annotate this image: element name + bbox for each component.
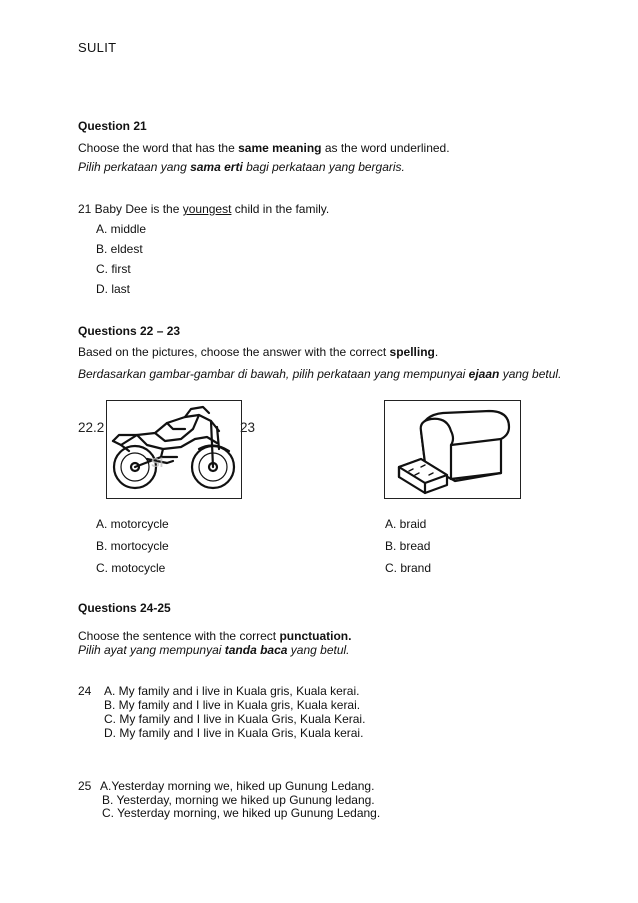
question-21-option-d[interactable]: D. last (96, 282, 131, 296)
question-25-option-a[interactable]: A.Yesterday morning we, hiked up Gunung Ledang. (100, 779, 375, 793)
motorcycle-picture (106, 400, 242, 499)
question-21-instruction-malay (78, 160, 405, 174)
questions-24-25-instruction (78, 629, 351, 643)
instruction-text: . (434, 345, 439, 359)
underlined-word: youngest (182, 202, 232, 216)
bread-icon (385, 401, 520, 498)
instruction-emphasis: tanda baca (224, 643, 288, 657)
question-24-option-a[interactable]: A. My family and i live in Kuala gris, Kuala kerai. (104, 684, 360, 698)
question-23-number: 23 (240, 420, 256, 435)
question-21-option-b[interactable]: B. eldest (96, 242, 143, 256)
instruction-text: as the word underlined. (321, 141, 450, 155)
instruction-text: Based on the pictures, choose the answer with the correct (78, 345, 390, 359)
stem-text: 21 Baby Dee is the (78, 202, 183, 216)
instruction-text: Pilih perkataan yang (78, 160, 191, 174)
motorcycle-icon (107, 401, 241, 498)
page-header: SULIT (78, 40, 117, 55)
instruction-text: Choose the word that has the (78, 141, 239, 155)
instruction-emphasis: sama erti (190, 160, 243, 174)
instruction-text: yang betul. (287, 643, 350, 657)
question-21-instruction (78, 141, 450, 155)
question-25-option-b[interactable]: B. Yesterday, morning we hiked up Gunung ledang. (102, 793, 375, 807)
question-23-option-b[interactable]: B. bread (385, 539, 431, 553)
question-22-option-b[interactable]: B. mortocycle (96, 539, 169, 553)
question-25-number: 25 (78, 779, 92, 793)
question-24-option-d[interactable]: D. My family and I live in Kuala Gris, Kuala kerai. (104, 726, 364, 740)
question-21-option-a[interactable]: A. middle (96, 222, 147, 236)
questions-22-23-title: Questions 22 – 23 (78, 324, 181, 338)
question-21-stem (78, 202, 329, 216)
instruction-text: Choose the sentence with the correct (78, 629, 280, 643)
question-23-option-a[interactable]: A. braid (385, 517, 427, 531)
instruction-emphasis: spelling (389, 345, 435, 359)
questions-22-23-instruction-malay (78, 367, 561, 381)
instruction-text: bagi perkataan yang bergaris. (242, 160, 405, 174)
questions-24-25-instruction-malay (78, 643, 350, 657)
stem-text: child in the family. (231, 202, 330, 216)
question-22-option-a[interactable]: A. motorcycle (96, 517, 169, 531)
questions-24-25-title: Questions 24-25 (78, 601, 171, 615)
instruction-text: Pilih ayat yang mempunyai (78, 643, 225, 657)
instruction-text: Berdasarkan gambar-gambar di bawah, pilih perkataan yang mempunyai (78, 367, 469, 381)
question-22-option-c[interactable]: C. motocycle (96, 561, 166, 575)
instruction-text: yang betul. (499, 367, 562, 381)
question-24-option-b[interactable]: B. My family and I live in Kuala gris, Kuala kerai. (104, 698, 361, 712)
question-22-number: 22.2 (78, 420, 105, 435)
question-21-option-c[interactable]: C. first (96, 262, 131, 276)
question-23-option-c[interactable]: C. brand (385, 561, 432, 575)
instruction-emphasis: punctuation. (279, 629, 352, 643)
question-21-title: Question 21 (78, 119, 147, 133)
question-24-option-c[interactable]: C. My family and I live in Kuala Gris, Kuala Kerai. (104, 712, 366, 726)
instruction-emphasis: same meaning (238, 141, 322, 155)
instruction-emphasis: ejaan (468, 367, 500, 381)
question-25-option-c[interactable]: C. Yesterday morning, we hiked up Gunung Ledang. (102, 806, 381, 820)
questions-22-23-instruction (78, 345, 438, 359)
bread-picture (384, 400, 521, 499)
question-24-number: 24 (78, 684, 92, 698)
watermark-text: Sl (151, 455, 164, 470)
